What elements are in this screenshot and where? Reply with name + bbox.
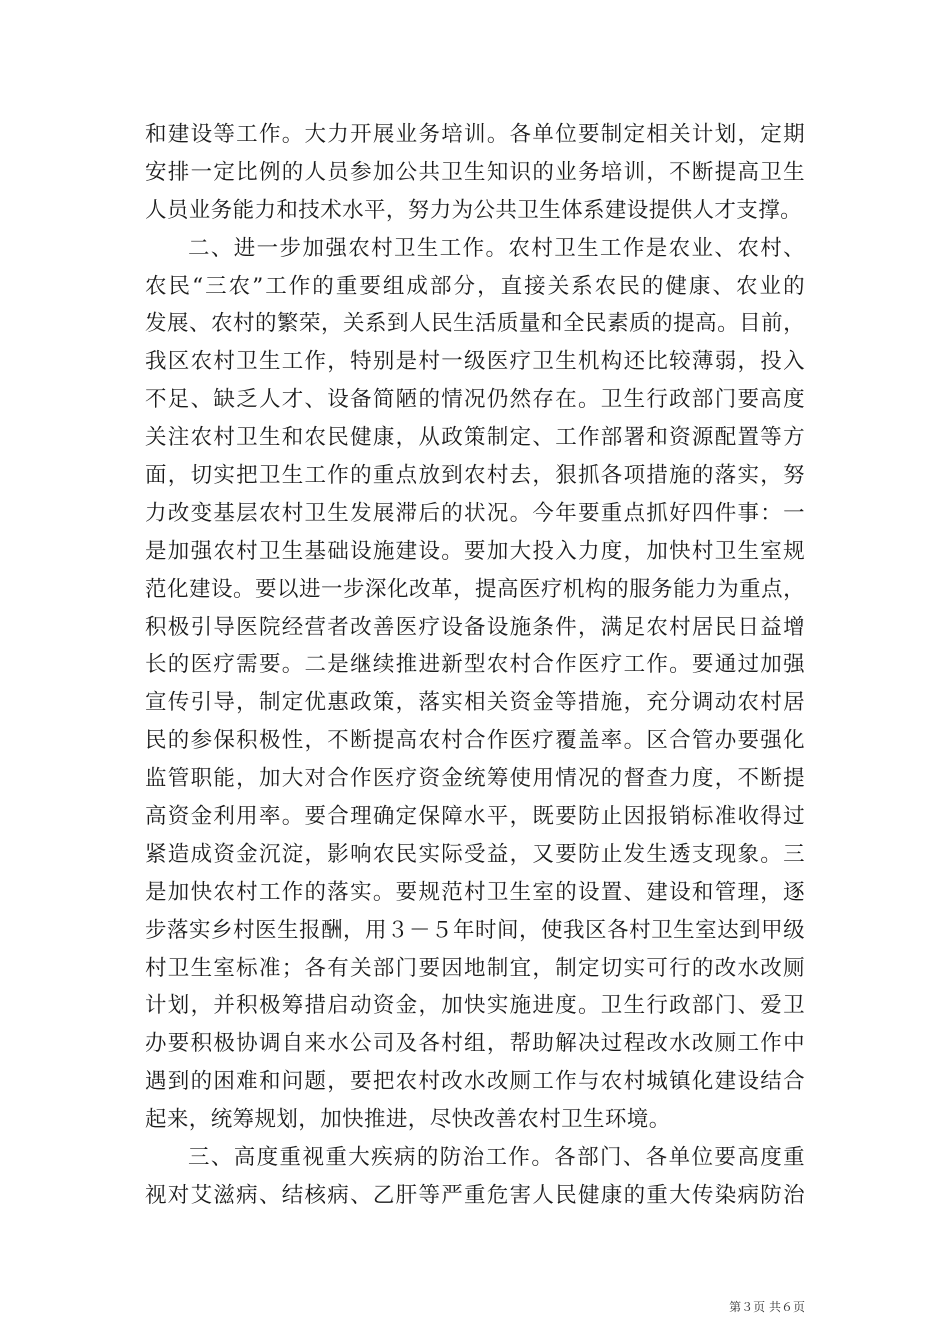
text-line: 民的参保积极性，不断提高农村合作医疗覆盖率。区合管办要强化 <box>145 728 805 754</box>
text-line: 范化建设。要以进一步深化改革，提高医疗机构的服务能力为重点， <box>145 576 805 602</box>
text-line: 和建设等工作。大力开展业务培训。各单位要制定相关计划，定期 <box>145 122 805 147</box>
text-line: 面，切实把卫生工作的重点放到农村去，狠抓各项措施的落实，努 <box>145 463 805 489</box>
text-line: 农民“三农”工作的重要组成部分，直接关系农民的健康、农业的 <box>145 273 805 299</box>
text-line: 步落实乡村医生报酬，用３－５年时间，使我区各村卫生室达到甲级 <box>145 917 805 943</box>
text-line: 遇到的困难和问题，要把农村改水改厕工作与农村城镇化建设结合 <box>145 1069 805 1095</box>
text-line: 发展、农村的繁荣，关系到人民生活质量和全民素质的提高。目前， <box>145 311 805 337</box>
text-line: 积极引导医院经营者改善医疗设备设施条件，满足农村居民日益增 <box>145 614 805 640</box>
text-line: 力改变基层农村卫生发展滞后的状况。今年要重点抓好四件事：一 <box>145 500 805 526</box>
text-line: 起来，统筹规划，加快推进，尽快改善农村卫生环境。 <box>145 1107 671 1133</box>
text-line: 是加快农村工作的落实。要规范村卫生室的设置、建设和管理，逐 <box>145 879 805 905</box>
text-line: 高资金利用率。要合理确定保障水平，既要防止因报销标准收得过 <box>145 804 805 830</box>
text-line: 是加强农村卫生基础设施建设。要加大投入力度，加快村卫生室规 <box>145 538 805 564</box>
text-line: 安排一定比例的人员参加公共卫生知识的业务培训，不断提高卫生 <box>145 159 805 185</box>
text-line: 不足、缺乏人才、设备简陋的情况仍然存在。卫生行政部门要高度 <box>145 387 805 413</box>
text-line: 紧造成资金沉淀，影响农民实际受益，又要防止发生透支现象。三 <box>145 841 805 867</box>
text-line: 村卫生室标准；各有关部门要因地制宜，制定切实可行的改水改厕 <box>145 955 805 981</box>
text-line: 长的医疗需要。二是继续推进新型农村合作医疗工作。要通过加强 <box>145 652 805 678</box>
paragraph-start-line: 二、进一步加强农村卫生工作。农村卫生工作是农业、农村、 <box>188 235 805 261</box>
text-line: 关注农村卫生和农民健康，从政策制定、工作部署和资源配置等方 <box>145 425 805 451</box>
paragraph-start-line: 三、高度重视重大疾病的防治工作。各部门、各单位要高度重 <box>188 1145 805 1171</box>
text-line: 计划，并积极筹措启动资金，加快实施进度。卫生行政部门、爱卫 <box>145 993 805 1019</box>
text-line: 我区农村卫生工作，特别是村一级医疗卫生机构还比较薄弱，投入 <box>145 349 805 375</box>
text-line: 视对艾滋病、结核病、乙肝等严重危害人民健康的重大传染病防治 <box>145 1182 805 1208</box>
text-line: 监管职能，加大对合作医疗资金统筹使用情况的督查力度，不断提 <box>145 766 805 792</box>
text-line: 办要积极协调自来水公司及各村组，帮助解决过程改水改厕工作中 <box>145 1031 805 1057</box>
text-line: 宣传引导，制定优惠政策，落实相关资金等措施，充分调动农村居 <box>145 690 805 716</box>
document-body <box>145 116 805 1215</box>
text-line: 人员业务能力和技术水平，努力为公共卫生体系建设提供人才支撑。 <box>145 197 803 223</box>
page-number-footer: 第３页 共６页 <box>729 1300 805 1314</box>
